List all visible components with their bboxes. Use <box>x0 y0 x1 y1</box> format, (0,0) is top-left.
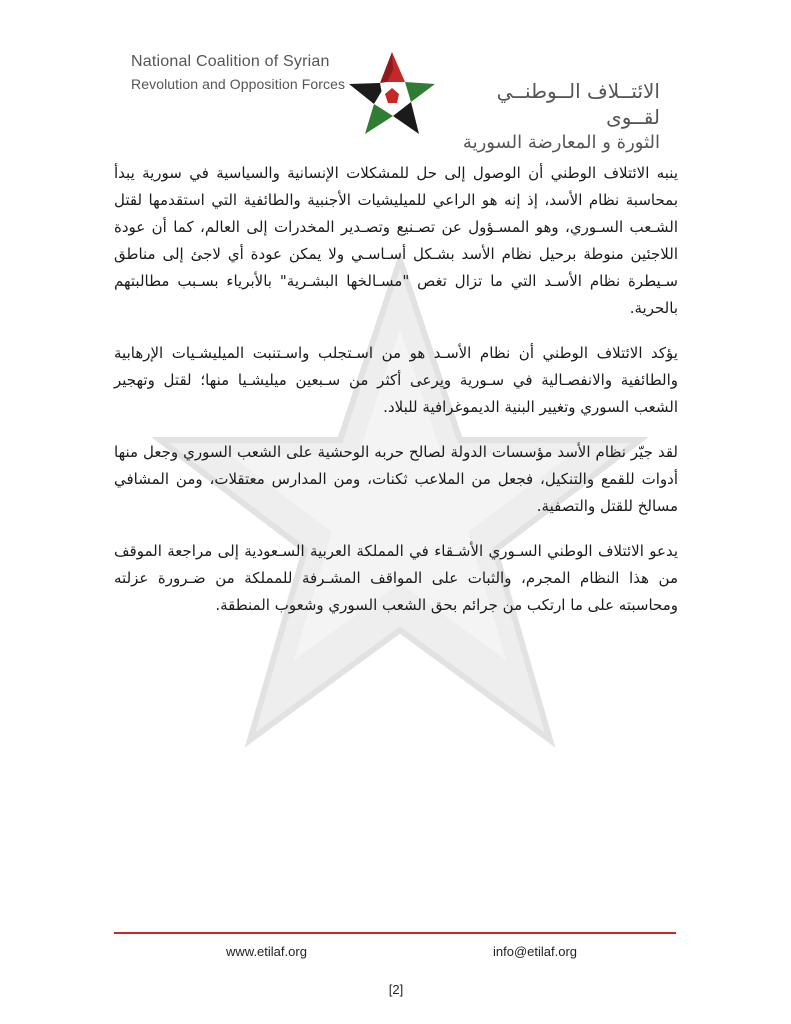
footer-email-link[interactable]: info@etilaf.org <box>493 944 578 959</box>
page-number: [2] <box>388 982 404 997</box>
paragraph-1: ينبه الائتلاف الوطني أن الوصول إلى حل للمشكلات الإنسانية والسياسية في سورية يبدأ بمحاسبة نظام الأسد، إذ إنه هو الراعي للميليشيات الأجنبية والطائفية التي استقدمها لقتل الشـعب السـوري، وهو المسـؤول عن تصـنيع وتصـدير المخدرات إلى العالم، كما أن عودة اللاجئين منوطة برحيل نظام الأسد بشـكل أسـاسـي ولا يمكن عودة أي لاجئ إلى مناطق سـيطرة نظام الأسـد التي ما تزال تغص "مسـالخها البشـرية" بالأبرياء بسـبب مطالبتهم بالحرية. <box>114 164 678 317</box>
paragraph-4: يدعو الائتلاف الوطني السـوري الأشـقاء في المملكة العربية السـعودية إلى مراجعة الموقف من هذا النظام المجرم، والثبات على المواقف المشـرفة للمملكة من ضـرورة عزلته ومحاسبته على ما ارتكب من جرائم بحق الشعب السوري وشعوب المنطقة. <box>114 542 678 614</box>
statement-body <box>114 160 678 637</box>
org-name-arabic <box>440 78 660 156</box>
paragraph-3: لقد جيّر نظام الأسد مؤسسات الدولة لصالح حربه الوحشية على الشعب السوري وجعل منها أدوات للقمع والتنكيل، فجعل من الملاعب ثكنات، ومن المدارس معتقلات، ومن المشافي مسالخ للقتل والتصفية. <box>114 443 678 515</box>
org-name-english <box>131 51 345 95</box>
org-name-ar-line2: الثورة و المعارضة السورية <box>462 132 660 153</box>
org-name-en-line1: National Coalition of Syrian <box>131 53 330 70</box>
org-name-ar-line1: الائتــلاف الــوطنــي لقــوى <box>496 79 660 129</box>
footer-divider <box>114 932 676 934</box>
coalition-star-logo-icon <box>347 48 437 138</box>
paragraph-2: يؤكد الائتلاف الوطني أن نظام الأسـد هو من اسـتجلب واسـتنبت الميليشـيات الإرهابية والطائفية والانفصـالية في سـورية ويرعى أكثر من سـبعين ميليشـيا منها؛ لقتل وتهجير الشعب السوري وتغيير البنية الديموغرافية للبلاد. <box>114 344 678 416</box>
footer-website-link[interactable]: www.etilaf.org <box>226 944 307 959</box>
org-name-en-line2: Revolution and Opposition Forces <box>131 76 346 92</box>
